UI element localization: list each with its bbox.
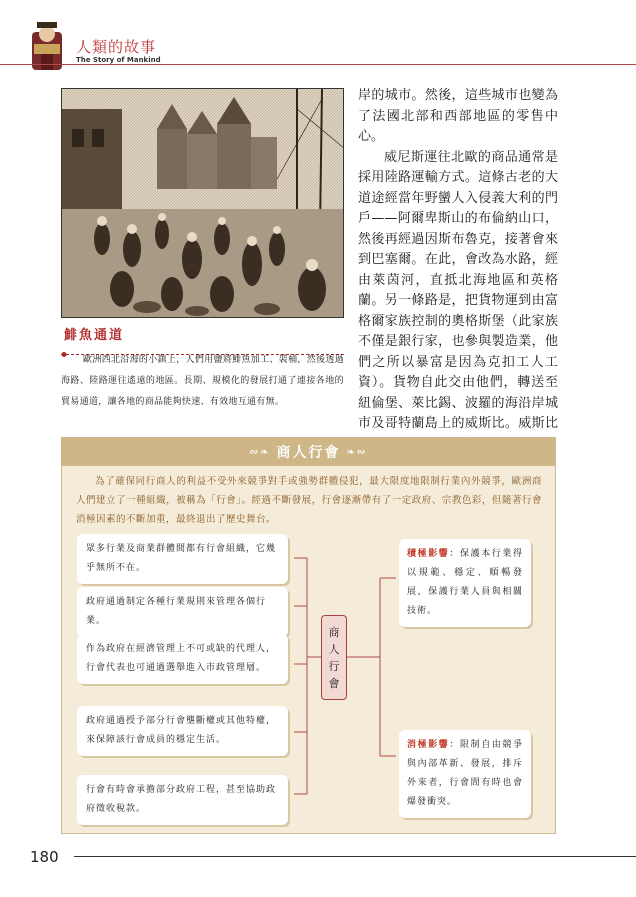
herring-market-engraving — [61, 88, 344, 318]
king-portrait-icon — [28, 18, 66, 70]
header-rule — [0, 64, 636, 65]
guild-fact-1: 眾多行業及商業群體間都有行會組織，它幾乎無所不在。 — [77, 534, 288, 584]
negative-impact — [399, 730, 531, 818]
ornament-right-icon: ❧∾ — [346, 446, 368, 458]
positive-impact-label: 積極影響： — [407, 549, 460, 559]
book-title: 人類的故事 — [76, 38, 157, 56]
body-paragraph: 岸的城市。然後，這些城市也變為了法國北部和西部地區的零售中心。 — [358, 88, 558, 144]
guild-fact-4: 政府通過授予部分行會壟斷權或其他特權，來保障該行會成員的穩定生活。 — [77, 706, 288, 756]
body-paragraph: 威尼斯運往北歐的商品通常是採用陸路運輸方式。這條古老的大道途經當年野蠻人入侵義大利的門戶——阿爾卑斯山的布倫納山口，然後再經過因斯布魯克，接著會來到巴塞爾。在此，會改為水路，經由萊茵河，直抵北海地區和英格蘭。另一條路是，把貨物運到由富格爾家族控制的奧格斯堡（此家族不僅是銀行家，也參與製造業，他們之所以暴富是因為克扣工人工資）。貨物自此交由他們，轉送至紐倫堡、萊比錫、波羅的海沿岸城市及哥特蘭島上的威斯比。威斯比 — [358, 149, 558, 431]
body-text — [358, 86, 558, 455]
ornament-left-icon: ∾❧ — [249, 446, 271, 458]
caption-text: 歐洲西北沿海的小鎮上，人們用鹽將鯡魚加工、裝桶，然後透過海路、陸路運往遙遠的地區。長期、規模化的發展打通了連接各地的貿易通道，讓各地的商品能夠快速、有效地互通有無。 — [61, 355, 344, 407]
infobox-intro: 為了確保同行商人的利益不受外來競爭對手或強勢群體侵犯，最大限度地限制行業內外競爭，歐洲商人們建立了一種組織，被稱為「行會」。經過不斷發展，行會逐漸帶有了一定政府、宗教色彩，但隨著行會消極因素的不斷加重，最終退出了歷史舞台。 — [76, 476, 542, 525]
guild-fact-5: 行會有時會承擔部分政府工程，甚至協助政府徵收稅款。 — [77, 775, 288, 825]
positive-impact — [399, 539, 531, 627]
infobox-heading — [62, 438, 555, 466]
positive-impact-text: 保護本行業得以規範、穩定、順暢發展，保護行業人員與相關技術。 — [407, 549, 523, 616]
footer-rule — [74, 856, 636, 857]
infobox-title: 商人行會 — [276, 445, 341, 461]
caption-rule — [61, 343, 344, 350]
center-label-char: 人 — [328, 642, 340, 656]
negative-impact-text: 限制自由競爭與內部革新、發展，排斥外來者，行會間有時也會爆發衝突。 — [407, 740, 523, 807]
guild-fact-3: 作為政府在經濟管理上不可或缺的代理人，行會代表也可通過選舉進入市政管理層。 — [77, 634, 288, 684]
center-label — [321, 615, 347, 700]
guild-fact-2: 政府通過制定各種行業規則來管理各個行業。 — [77, 587, 288, 637]
guild-infobox — [61, 437, 556, 834]
negative-impact-label: 消極影響： — [407, 740, 460, 750]
page-number: 180 — [30, 848, 59, 866]
center-label-char: 商 — [328, 625, 340, 639]
caption-title: 鯡魚通道 — [64, 328, 125, 343]
book-subtitle: The Story of Mankind — [76, 56, 161, 64]
center-label-char: 行 — [328, 659, 340, 673]
center-label-char: 會 — [328, 676, 340, 690]
